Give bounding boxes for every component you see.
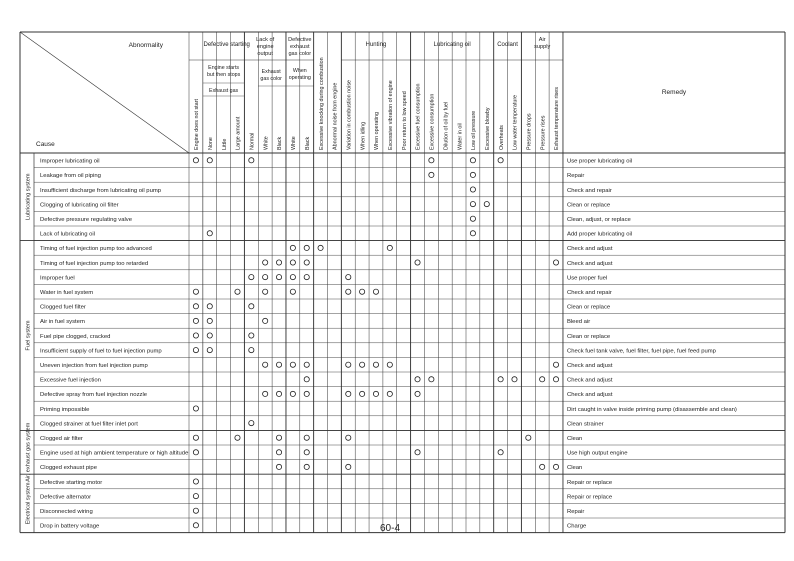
indicator-circle	[304, 362, 309, 367]
remedy-text: Check and repair	[566, 290, 612, 297]
indicator-circle	[346, 362, 351, 367]
cause-text: Water in fuel system	[40, 290, 94, 297]
indicator-circle	[470, 202, 475, 207]
indicator-circle	[498, 377, 503, 382]
indicator-circle	[429, 158, 434, 163]
indicator-circle	[346, 391, 351, 396]
column-label: Large amount	[235, 116, 242, 150]
indicator-circle	[193, 289, 198, 294]
indicator-circle	[415, 260, 420, 265]
indicator-circle	[207, 304, 212, 309]
indicator-circle	[553, 377, 558, 382]
cause-text: Priming impossible	[40, 406, 90, 413]
indicator-circle	[193, 508, 198, 513]
column-label: Abnormal noise from engine	[332, 82, 339, 150]
indicator-circle	[415, 450, 420, 455]
cause-text: Uneven injection from fuel injection pump	[40, 363, 148, 370]
column-label: Low water temperature	[512, 94, 519, 150]
indicator-circle	[290, 289, 295, 294]
indicator-circle	[304, 245, 309, 250]
remedy-text: Check and adjust	[566, 363, 613, 370]
indicator-circle	[276, 464, 281, 469]
indicator-circle	[415, 391, 420, 396]
indicator-circle	[346, 464, 351, 469]
column-label: Overheats	[498, 125, 505, 150]
indicator-circle	[263, 391, 268, 396]
indicator-circle	[470, 231, 475, 236]
remedy-text: Repair or replace	[566, 479, 613, 486]
remedy-text: Clean	[566, 465, 583, 472]
indicator-circle	[235, 289, 240, 294]
column-label: Variation in combustion noise	[346, 79, 353, 150]
column-label: Black	[304, 136, 311, 150]
indicator-circle	[318, 245, 323, 250]
column-label: Pressure rises	[540, 115, 547, 150]
subgroup-label-line: but then stops	[206, 72, 241, 78]
remedy-header: Remedy	[661, 89, 687, 96]
column-label: Low oil pressure	[471, 110, 478, 150]
indicator-circle	[249, 304, 254, 309]
system-label: Fuel system	[25, 320, 32, 351]
column-label: White	[291, 136, 298, 150]
indicator-circle	[304, 450, 309, 455]
cause-text: Clogged exhaust pipe	[40, 465, 97, 472]
indicator-circle	[498, 450, 503, 455]
column-label: Dilution of oil by fuel	[443, 101, 450, 150]
system-label: Lubricating system	[25, 173, 32, 221]
indicator-circle	[193, 333, 198, 338]
group-label-line: exhaust	[290, 44, 310, 50]
indicator-circle	[346, 289, 351, 294]
remedy-text: Clean or replace	[566, 304, 611, 311]
cause-text: Air in fuel system	[40, 319, 85, 326]
remedy-text: Use high output engine	[566, 450, 628, 457]
cause-text: Clogged air filter	[40, 436, 83, 443]
indicator-circle	[290, 245, 295, 250]
indicator-circle	[290, 260, 295, 265]
column-label: When idling	[360, 121, 367, 150]
remedy-text: Bleed air	[566, 319, 591, 326]
column-label: Little	[221, 138, 228, 150]
indicator-circle	[207, 318, 212, 323]
indicator-circle	[207, 158, 212, 163]
indicator-circle	[346, 435, 351, 440]
indicator-circle	[263, 260, 268, 265]
indicator-circle	[553, 362, 558, 367]
indicator-circle	[290, 391, 295, 396]
remedy-text: Repair or replace	[566, 494, 613, 501]
column-label: Exhaust temperature rises	[554, 87, 561, 150]
indicator-circle	[526, 435, 531, 440]
column-label: Excessive consumption	[429, 93, 436, 150]
indicator-circle	[484, 202, 489, 207]
indicator-circle	[276, 362, 281, 367]
column-label: None	[207, 137, 214, 150]
indicator-circle	[360, 289, 365, 294]
cause-text: Clogged strainer at fuel filter inlet port	[40, 421, 138, 428]
cause-text: Improper lubricating oil	[40, 158, 100, 165]
column-label: Excessive vibration of engine	[388, 80, 395, 150]
remedy-text: Clean strainer	[566, 421, 604, 428]
remedy-text: Clean, adjust, or replace	[566, 217, 631, 224]
indicator-circle	[304, 275, 309, 280]
indicator-circle	[263, 289, 268, 294]
indicator-circle	[249, 275, 254, 280]
cause-text: Defective starting motor	[40, 479, 103, 486]
indicator-circle	[193, 158, 198, 163]
indicator-circle	[193, 494, 198, 499]
column-label: Excessive fuel consumption	[415, 83, 422, 150]
indicator-circle	[304, 464, 309, 469]
indicator-circle	[290, 275, 295, 280]
cause-text: Clogged fuel filter	[40, 304, 86, 311]
cause-text: Insufficient discharge from lubricating oil pump	[40, 187, 162, 194]
indicator-circle	[360, 391, 365, 396]
indicator-circle	[193, 304, 198, 309]
indicator-circle	[387, 391, 392, 396]
cause-text: Defective spray from fuel injection nozzle	[40, 392, 148, 399]
cause-text: Drop in battery voltage	[40, 523, 100, 530]
system-label: Electrical system	[25, 482, 32, 525]
cause-text: Defective pressure regulating valve	[40, 217, 133, 224]
indicator-circle	[193, 406, 198, 411]
subgroup-label-line: Exhaust	[261, 69, 281, 75]
indicator-circle	[429, 172, 434, 177]
indicator-circle	[429, 377, 434, 382]
indicator-circle	[193, 348, 198, 353]
indicator-circle	[304, 391, 309, 396]
indicator-circle	[373, 362, 378, 367]
remedy-text: Check and adjust	[566, 246, 613, 253]
subgroup-label-line: gas color	[260, 76, 282, 82]
indicator-circle	[553, 464, 558, 469]
remedy-text: Use proper lubricating oil	[566, 158, 633, 165]
remedy-text: Check and adjust	[566, 377, 613, 384]
cause-text: Leakage from oil piping	[40, 173, 101, 180]
indicator-circle	[263, 362, 268, 367]
indicator-circle	[249, 421, 254, 426]
column-label: Pressure drops	[526, 113, 533, 150]
remedy-text: Charge	[566, 523, 587, 530]
remedy-text: Repair	[566, 173, 585, 180]
cause-text: Disconnected wiring	[40, 509, 93, 516]
indicator-circle	[470, 172, 475, 177]
indicator-circle	[276, 435, 281, 440]
cause-text: Clogging of lubricating oil filter	[40, 202, 119, 209]
remedy-text: Check and adjust	[566, 260, 613, 267]
cause-text: Improper fuel	[40, 275, 75, 282]
indicator-circle	[193, 523, 198, 528]
indicator-circle	[470, 216, 475, 221]
indicator-circle	[415, 377, 420, 382]
group-label-line: Air	[538, 37, 546, 43]
column-label: Black	[277, 136, 284, 150]
group-label-line: Lack of	[256, 37, 275, 43]
cause-text: Insufficient supply of fuel to fuel injection pump	[40, 348, 162, 355]
indicator-circle	[263, 275, 268, 280]
subgroup-label-line: Engine starts	[208, 65, 240, 71]
group-label-line: gas color	[288, 51, 312, 57]
group-label: Lubricating oil	[433, 42, 471, 48]
indicator-circle	[249, 348, 254, 353]
indicator-circle	[207, 333, 212, 338]
cause-text: Defective alternator	[40, 494, 92, 501]
indicator-circle	[540, 464, 545, 469]
column-label: Excessive blowby	[484, 107, 491, 150]
group-label-line: engine	[256, 44, 274, 50]
group-label-line: supply	[534, 44, 551, 50]
remedy-text: Check fuel tank valve, fuel filter, fuel pipe, fuel feed pump	[566, 348, 716, 355]
group-label-line: output	[257, 51, 273, 57]
indicator-circle	[373, 391, 378, 396]
remedy-text: Add proper lubricating oil	[566, 231, 633, 238]
cause-text: Engine used at high ambient temperature or high altitude	[40, 450, 189, 457]
group-label: Defective starting	[203, 42, 250, 48]
subgroup-label: Exhaust gas	[209, 88, 239, 94]
indicator-circle	[290, 362, 295, 367]
cause-text: Fuel pipe clogged, cracked	[40, 333, 111, 340]
group-label: Hunting	[365, 42, 387, 48]
indicator-circle	[512, 377, 517, 382]
column-label: Excessive knocking during combustion	[318, 57, 325, 150]
indicator-circle	[276, 391, 281, 396]
remedy-text: Check and adjust	[566, 392, 613, 399]
indicator-circle	[276, 450, 281, 455]
indicator-circle	[470, 158, 475, 163]
page-number: 60-4	[380, 523, 401, 534]
cause-header: Cause	[36, 141, 55, 148]
remedy-text: Repair	[566, 509, 585, 516]
indicator-circle	[235, 435, 240, 440]
header-diagonal	[20, 32, 189, 153]
column-label: When operating	[374, 111, 381, 150]
indicator-circle	[249, 333, 254, 338]
indicator-circle	[276, 260, 281, 265]
group-label: Coolant	[497, 42, 518, 48]
cause-text: Timing of fuel injection pump too retarded	[40, 260, 149, 267]
indicator-circle	[193, 435, 198, 440]
column-label: Engine does not start	[194, 99, 201, 150]
subgroup-label-line: operating	[288, 75, 311, 81]
column-label: White	[263, 136, 270, 150]
column-label: Poor return to low speed	[401, 91, 408, 150]
subgroup-label-line: When	[292, 68, 307, 74]
indicator-circle	[387, 245, 392, 250]
indicator-circle	[249, 158, 254, 163]
remedy-text: Use proper fuel	[566, 275, 608, 282]
remedy-text: Clean or replace	[566, 202, 611, 209]
indicator-circle	[304, 260, 309, 265]
indicator-circle	[540, 377, 545, 382]
cause-text: Timing of fuel injection pump too advanced	[40, 246, 152, 253]
abnormality-header: Abnormality	[128, 42, 163, 49]
indicator-circle	[553, 260, 558, 265]
remedy-text: Dirt caught in valve inside priming pump (disassemble and clean)	[566, 406, 737, 413]
group-label-line: Defective	[288, 37, 312, 43]
indicator-circle	[387, 362, 392, 367]
indicator-circle	[193, 450, 198, 455]
cause-text: Lack of lubricating oil	[40, 231, 96, 238]
indicator-circle	[360, 362, 365, 367]
cause-text: Excessive fuel injection	[40, 377, 101, 384]
indicator-circle	[207, 231, 212, 236]
indicator-circle	[470, 187, 475, 192]
indicator-circle	[346, 275, 351, 280]
indicator-circle	[193, 479, 198, 484]
indicator-circle	[304, 435, 309, 440]
column-label: Water in oil	[457, 123, 464, 150]
indicator-circle	[373, 289, 378, 294]
remedy-text: Clean or replace	[566, 333, 611, 340]
column-label: Normal	[249, 132, 256, 150]
indicator-circle	[276, 275, 281, 280]
system-label: Air, exhaust gas system	[25, 422, 32, 482]
remedy-text: Clean	[566, 436, 583, 443]
indicator-circle	[304, 377, 309, 382]
remedy-text: Check and repair	[566, 187, 612, 194]
indicator-circle	[207, 348, 212, 353]
indicator-circle	[263, 318, 268, 323]
indicator-circle	[193, 318, 198, 323]
indicator-circle	[498, 158, 503, 163]
